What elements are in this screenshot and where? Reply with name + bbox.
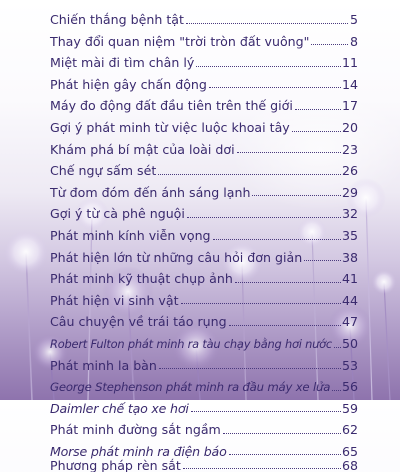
toc-entry[interactable] <box>50 178 358 200</box>
dot-leader <box>213 239 341 240</box>
dot-leader <box>158 174 341 175</box>
toc-entry[interactable] <box>50 70 358 92</box>
toc-entry[interactable] <box>50 135 358 157</box>
entry-title: Robert Fulton phát minh ra tàu chạy bằng hơi nước <box>50 337 332 352</box>
dot-leader <box>332 390 341 391</box>
toc-entry[interactable] <box>50 27 358 49</box>
dot-leader <box>183 468 341 469</box>
entry-page: 32 <box>341 206 358 222</box>
entry-title: Câu chuyện về trái táo rụng <box>50 314 227 330</box>
entry-page: 5 <box>349 12 358 27</box>
toc-entry[interactable] <box>50 221 358 243</box>
toc-entry[interactable] <box>50 437 358 459</box>
entry-page: 53 <box>341 357 358 373</box>
entry-page: 65 <box>341 443 358 459</box>
entry-title: Gợi ý từ cà phê nguội <box>50 206 185 222</box>
dot-leader <box>237 152 341 153</box>
toc-entry[interactable] <box>50 48 358 70</box>
entry-page: 23 <box>341 141 358 157</box>
toc-entry[interactable] <box>50 458 358 472</box>
dot-leader <box>191 411 341 412</box>
toc-entry[interactable] <box>50 372 358 394</box>
entry-title: Morse phát minh ra điện báo <box>50 443 227 459</box>
entry-title: Máy đo động đất đầu tiên trên thế giới <box>50 98 293 114</box>
entry-title: Gợi ý phát minh từ việc luộc khoai tây <box>50 119 290 135</box>
entry-page: 20 <box>341 119 358 135</box>
toc-entry[interactable] <box>50 351 358 373</box>
entry-page: 26 <box>341 163 358 179</box>
entry-page: 68 <box>341 458 358 472</box>
dot-leader <box>235 282 341 283</box>
entry-page: 14 <box>341 76 358 92</box>
table-of-contents <box>50 5 358 472</box>
entry-title: Phát hiện lớn từ những câu hỏi đơn giản <box>50 249 303 265</box>
toc-entry[interactable] <box>50 5 358 27</box>
entry-page: 17 <box>341 98 358 114</box>
dot-leader <box>252 195 341 196</box>
dot-leader <box>209 87 341 88</box>
entry-page: 44 <box>341 292 358 308</box>
entry-title: George Stephenson phát minh ra đầu máy xe lửa <box>50 379 331 394</box>
toc-entry[interactable] <box>50 415 358 437</box>
entry-page: 41 <box>341 271 358 287</box>
entry-page: 38 <box>341 249 358 265</box>
entry-title: Phát hiện vi sinh vật <box>50 292 179 308</box>
toc-entry[interactable] <box>50 113 358 135</box>
entry-page: 8 <box>349 33 358 49</box>
toc-entry[interactable] <box>50 243 358 265</box>
dot-leader <box>159 368 341 369</box>
toc-entry[interactable] <box>50 286 358 308</box>
entry-title: Chiến thắng bệnh tật <box>50 12 184 27</box>
dot-leader <box>181 303 341 304</box>
entry-page: 59 <box>341 400 358 416</box>
entry-page: 29 <box>341 184 358 200</box>
toc-entry[interactable] <box>50 156 358 178</box>
toc-entry[interactable] <box>50 329 358 351</box>
dot-leader <box>196 66 341 67</box>
dot-leader <box>311 44 348 45</box>
entry-page: 35 <box>341 227 358 243</box>
toc-entry[interactable] <box>50 264 358 286</box>
entry-title: Daimler chế tạo xe hơi <box>50 400 189 416</box>
entry-page: 11 <box>341 55 358 71</box>
dot-leader <box>304 260 341 261</box>
dot-leader <box>187 217 341 218</box>
entry-page: 47 <box>341 314 358 330</box>
entry-page: 56 <box>341 379 358 395</box>
toc-entry[interactable] <box>50 91 358 113</box>
entry-page: 50 <box>341 335 358 351</box>
entry-title: Phát minh kỹ thuật chụp ảnh <box>50 271 233 287</box>
dandelion-puff-icon <box>4 230 48 400</box>
dot-leader <box>229 325 341 326</box>
entry-title: Miệt mài đi tìm chân lý <box>50 55 195 71</box>
dot-leader <box>229 454 341 455</box>
entry-title: Khám phá bí mật của loài dơi <box>50 141 235 157</box>
dandelion-puff-icon <box>372 270 396 400</box>
toc-entry[interactable] <box>50 307 358 329</box>
entry-title: Chế ngự sấm sét <box>50 163 157 179</box>
entry-title: Phát minh kính viễn vọng <box>50 227 211 243</box>
dot-leader <box>186 23 348 24</box>
dot-leader <box>295 109 341 110</box>
entry-title: Phát minh đường sắt ngầm <box>50 422 221 438</box>
entry-title: Thay đổi quan niệm "trời tròn đất vuông" <box>50 33 310 49</box>
entry-page: 62 <box>341 422 358 438</box>
dot-leader <box>334 347 341 348</box>
entry-title: Phát hiện gây chấn động <box>50 76 207 92</box>
entry-title: Từ đom đóm đến ánh sáng lạnh <box>50 184 251 200</box>
dot-leader <box>292 131 341 132</box>
entry-title: Phương pháp rèn sắt <box>50 458 181 472</box>
toc-entry[interactable] <box>50 394 358 416</box>
dot-leader <box>223 433 341 434</box>
entry-title: Phát minh la bàn <box>50 357 157 373</box>
toc-entry[interactable] <box>50 199 358 221</box>
